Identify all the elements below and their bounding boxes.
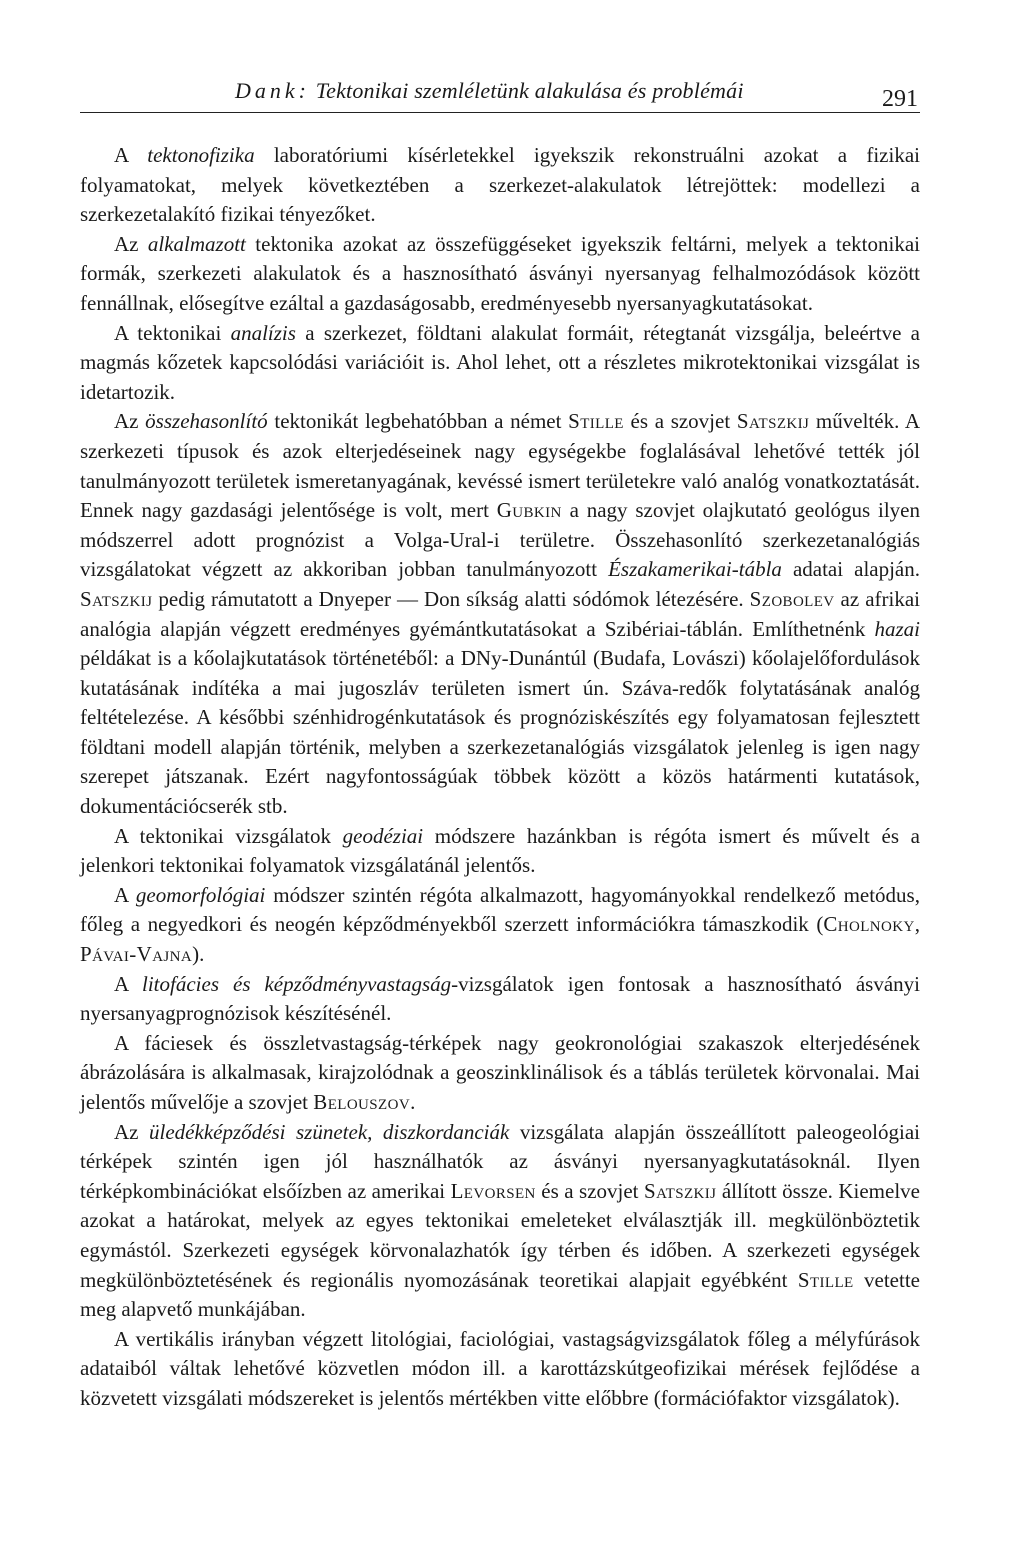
text-run: Az — [114, 231, 148, 256]
text-run: adatai alapján. — [781, 557, 921, 582]
text-run: , — [914, 912, 920, 937]
author-name: Levorsen — [450, 1178, 536, 1203]
paragraph-p9 — [80, 1118, 920, 1325]
author-name: Dank: — [235, 78, 310, 103]
italic-term: hazai — [874, 616, 920, 641]
text-run: vetette meg alapvető munkájában. — [80, 1267, 920, 1322]
author-name: Pávai-Vajna — [80, 942, 193, 967]
page-number: 291 — [882, 86, 918, 112]
paragraph-p8 — [80, 1029, 920, 1118]
italic-term: geomorfológiai — [135, 882, 266, 907]
text-run: Az — [114, 409, 146, 434]
text-run: A vertikális irányban végzett litológiai, faciológiai, vastagságvizsgálatok főleg a mélyfúrások adataiból váltak lehetővé közvetlen módon ill. a karottázskútgeofizikai mérések fejlődése a közvetett vizsgálati módszereket is jelentős mértékben vitte előbbre (formációfaktor vizsgálatok). — [80, 1326, 920, 1410]
text-run: tektonikát legbehatóbban a német — [267, 409, 569, 434]
italic-term: Északamerikai-tábla — [608, 557, 782, 582]
italic-term: tektonofizika — [147, 143, 255, 167]
author-name: Satszkij — [736, 409, 810, 434]
author-name: Satszkij — [643, 1178, 717, 1203]
text-run: A — [114, 882, 136, 907]
italic-term: geodéziai — [342, 823, 424, 848]
text-run: ). — [192, 942, 205, 967]
italic-term: analízis — [230, 320, 296, 345]
text-run: . — [410, 1090, 416, 1114]
text-run: és a szovjet — [535, 1178, 644, 1203]
paragraph-p3 — [80, 319, 920, 408]
author-name: Gubkin — [496, 498, 562, 523]
text-run: A tektonikai vizsgálatok — [114, 823, 343, 848]
text-run: A — [114, 971, 143, 996]
author-name: Stille — [568, 409, 624, 434]
paragraph-p2 — [80, 230, 920, 319]
text-run: és a szovjet — [623, 409, 737, 434]
text-run: módszere hazánkban is régóta ismert és művelt és a jelenkori tektonikai folyamatok vizsgálatánál jelentős. — [80, 823, 921, 878]
chapter-title: Tektonikai szemléletünk alakulása és problémái — [315, 78, 744, 103]
paragraph-p5 — [80, 822, 920, 881]
paragraph-p7 — [80, 970, 920, 1029]
running-title — [235, 78, 744, 104]
text-run: az afrikai analógia alapján végzett eredményes gyémántkutatásokat a Szibériai-táblán. Említhetnénk — [80, 586, 920, 641]
italic-term: összehasonlító — [145, 409, 268, 434]
book-page — [80, 72, 920, 1414]
author-name: Stille — [797, 1267, 854, 1292]
text-run: Az — [114, 1119, 150, 1144]
text-run: A fáciesek és összletvastagság-térképek nagy geokronológiai szakaszok elterjedésének ábrázolására is alkalmasak, kirajzolódnak a geoszinklinálisok és a táblás területek körvonalai. Mai jelentős művelője a szovjet — [80, 1030, 920, 1114]
paragraph-p1 — [80, 141, 920, 230]
paragraph-p6 — [80, 881, 920, 970]
text-run: tektonika azokat az összefüggéseket igyekszik feltárni, melyek a tektonikai formák, szerkezeti alakulatok és a hasznosítható ásványi nyersanyag felhalmozódások között fennállnak, elősegítve ezáltal a gazdaságosabb, eredményesebb nyersanyagkutatásokat. — [80, 231, 920, 315]
author-name: Szobolev — [749, 586, 835, 611]
running-head — [80, 72, 920, 113]
text-run: -vizsgálatok igen fontosak a hasznosítható ásványi nyersanyagprognózisok készítésénél. — [80, 971, 921, 1026]
author-name: Satszkij — [80, 586, 153, 611]
italic-term: alkalmazott — [147, 231, 246, 256]
text-run: A — [114, 143, 148, 167]
text-run: állított össze. Kiemelve azokat a határokat, melyek az egyes tektonikai emeleteket elválasztják ill. megkülönböztetik egymástól. Szerkezeti egységek körvonalazhatók így térben és időben. A szerkezeti egységek megkülönböztetésének és regionális nyomozásának teoretikai alapjait egyébként — [80, 1178, 920, 1292]
text-run: művelték. A szerkezeti típusok és azok elterjedéseinek nagy egységekbe foglalásával lehetővé tették jól tanulmányozott területek ismeretanyagának, kevéssé ismert területekre való analóg vonatkoztatását. Ennek nagy gazdasági jelentősége is volt, mert — [80, 409, 920, 523]
text-run: a nagy szovjet olajkutató geológus ilyen módszerrel adott prognózist a Volga-Ural-i területre. Összehasonlító szerkezetanalógiás vizsgálatokat végzett az akkoriban jobban tanulmányozott — [80, 498, 920, 582]
text-run: módszer szintén régóta alkalmazott, hagyományokkal rendelkező metódus, főleg a negyedkori és neogén képződményekből szerzett információkra támaszkodik ( — [80, 882, 920, 937]
paragraph-p4 — [80, 407, 920, 821]
italic-term: litofácies és képződményvastagság — [142, 971, 452, 996]
text-run: példákat is a kőolajkutatások történetéből: a DNy-Dunántúl (Budafa, Lovászi) kőolajelőfordulások kutatásának indítéka a mai jugoszláv területen ismert ún. Száva-redők folytatásának analóg feltételezése. A későbbi szénhidrogénkutatások és prognóziskészítés egy folyamatosan fejlesztett földtani modell alapján történik, melyben a szerkezetanalógiás vizsgálatok jelenleg is igen nagy szerepet játszanak. Ezért nagyfontosságúak többek között a közös határmenti kutatások, dokumentációcserék stb. — [80, 646, 920, 819]
author-name: Belouszov — [313, 1090, 411, 1114]
author-name: Cholnoky — [823, 912, 915, 937]
text-run: a szerkezet, földtani alakulat formáit, rétegtanát vizsgálja, beleértve a magmás kőzetek kapcsolódási variációit is. Ahol lehet, ott a részletes mikrotektonikai vizsgálat is idetartozik. — [80, 320, 920, 404]
paragraph-p10 — [80, 1325, 920, 1414]
italic-term: üledékképződési szünetek, diszkordanciák — [149, 1119, 510, 1144]
text-run: laboratóriumi kísérletekkel igyekszik rekonstruálni azokat a fizikai folyamatokat, melyek következtében a szerkezet-alakulatok létrejöttek: modellezi a szerkezetalakító fizikai tényezőket. — [80, 143, 920, 227]
body-text — [80, 141, 920, 1414]
text-run: A tektonikai — [114, 320, 231, 345]
text-run: vizsgálata alapján összeállított paleogeológiai térképek szintén igen jól használhatók az ásványi nyersanyagkutatásoknál. Ilyen térképkombinációkat elsőízben az amerikai — [80, 1119, 920, 1203]
text-run: pedig rámutatott a Dnyeper — Don síkság alatti sódómok létezésére. — [152, 586, 750, 611]
